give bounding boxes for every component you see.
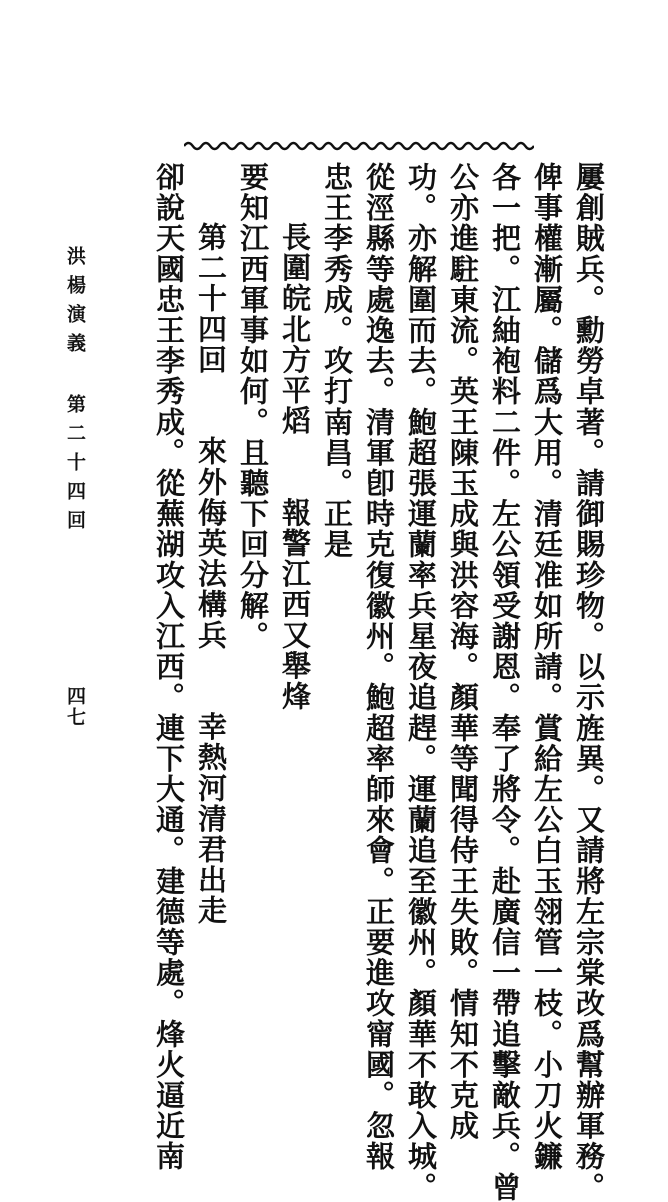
text-column-2: 俾事權漸屬。儲爲大用。清廷准如所請。賞給左公白玉翎管一枝。小刀火鐮 bbox=[530, 162, 564, 1172]
couplet-line: 長圍皖北方平熖 報警江西又舉烽 bbox=[278, 222, 312, 712]
text-column-1: 屢創賊兵。勳勞卓著。請御賜珍物。以示旌異。又請將左宗棠改爲幫辦軍務。 bbox=[572, 162, 606, 1202]
text-column-11: 卻說天國忠王李秀成。從蕪湖攻入江西。連下大通。建德等處。烽火逼近南 bbox=[152, 162, 186, 1172]
closing-line: 要知江西軍事如何。且聽下回分解。 bbox=[236, 162, 270, 652]
text-column-6: 從涇縣等處逸去。清軍卽時克復徽州。鮑超率師來會。正要進攻甯國。忽報 bbox=[362, 162, 396, 1172]
text-column-7: 忠王李秀成。攻打南昌。正是 bbox=[320, 162, 354, 560]
text-column-4: 公亦進駐東流。英王陳玉成與洪容海。顏華等聞得侍王失敗。情知不克成 bbox=[446, 162, 480, 1142]
chapter-title: 第二十四回 來外侮英法構兵 幸熱河清君出走 bbox=[194, 222, 228, 926]
text-column-5: 功。亦解圍而去。鮑超張運蘭率兵星夜追趕。運蘭追至徽州。顏華不敢入城。 bbox=[404, 162, 438, 1202]
page-number: 四七 bbox=[64, 686, 86, 728]
text-column-3: 各一把。江紬袍料二件。左公領受謝恩。奉了將令。赴廣信一帶追擊敵兵。曾 bbox=[488, 162, 522, 1202]
ornamental-divider bbox=[184, 140, 534, 152]
running-head: 洪楊演義 第二十四回 bbox=[64, 246, 86, 539]
